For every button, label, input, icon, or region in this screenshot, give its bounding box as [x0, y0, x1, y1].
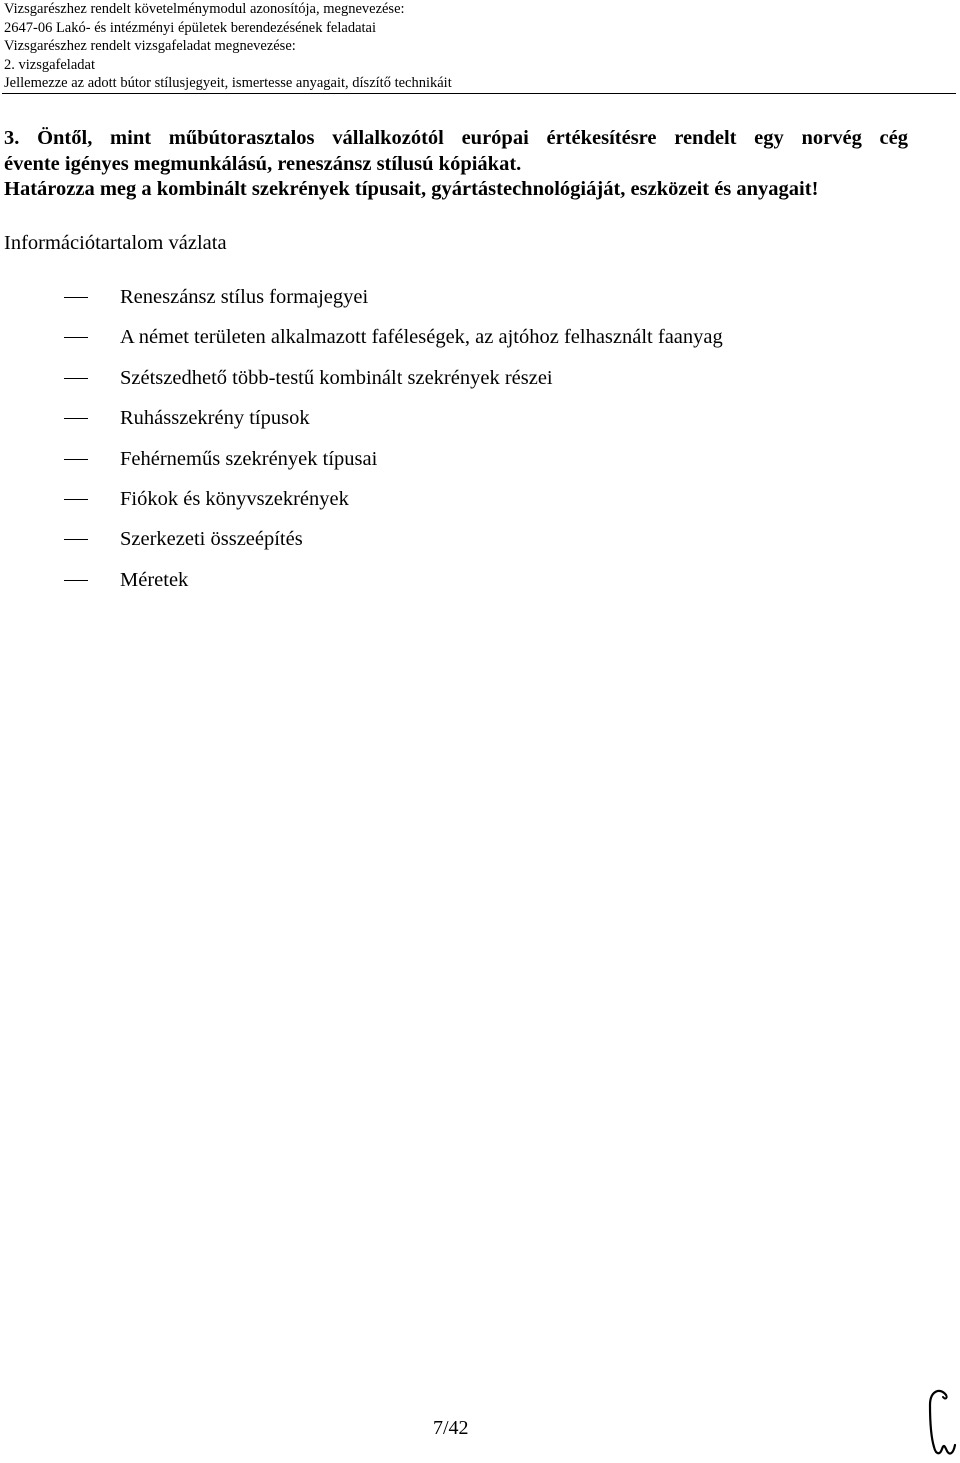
header-module-name: 2647-06 Lakó- és intézményi épületek berendezésének feladatai — [4, 19, 376, 36]
task-line-3: Határozza meg a kombinált szekrények típusait, gyártástechnológiáját, eszközeit és anyagait! — [4, 178, 819, 200]
task-description — [4, 126, 908, 203]
header-task-number: 2. vizsgafeladat — [4, 56, 95, 73]
list-item — [0, 324, 960, 364]
dash-bullet-icon — [64, 539, 88, 540]
dash-bullet-icon — [64, 378, 88, 379]
header-divider — [2, 93, 956, 94]
handwritten-initial-signature — [918, 1385, 958, 1459]
dash-bullet-icon — [64, 499, 88, 500]
header-module-label: Vizsgarészhez rendelt követelménymodul azonosítója, megnevezése: — [4, 1, 405, 17]
dash-bullet-icon — [64, 580, 88, 581]
list-item — [0, 526, 960, 566]
header-task-title: Jellemezze az adott bútor stílusjegyeit, ismertesse anyagait, díszítő technikáit — [4, 75, 452, 92]
list-item — [0, 567, 960, 607]
dash-bullet-icon — [64, 459, 88, 460]
list-item-text: Fehérneműs szekrények típusai — [120, 447, 378, 470]
list-item-text: Reneszánsz stílus formajegyei — [120, 286, 369, 308]
list-item-text: Fiókok és könyvszekrények — [120, 487, 349, 510]
dash-bullet-icon — [64, 337, 88, 338]
list-item — [0, 446, 960, 486]
list-item-text: Ruhásszekrény típusok — [120, 407, 310, 430]
task-line-1: 3. Öntől, mint műbútorasztalos vállalkozótól európai értékesítésre rendelt egy norvég cég — [4, 127, 908, 149]
page-header — [4, 0, 954, 93]
list-item-text: Szétszedhető több-testű kombinált szekrények részei — [120, 366, 553, 389]
outline-heading: Információtartalom vázlata — [4, 232, 227, 254]
dash-bullet-icon — [64, 297, 88, 298]
list-item — [0, 486, 960, 526]
list-item-text: A német területen alkalmazott faféleségek, az ajtóhoz felhasznált faanyag — [120, 326, 723, 349]
list-item-text: Szerkezeti összeépítés — [120, 528, 303, 551]
page-number: 7/42 — [433, 1417, 469, 1439]
outline-list — [0, 284, 960, 607]
list-item — [0, 405, 960, 445]
list-item — [0, 365, 960, 405]
list-item-text: Méretek — [120, 568, 189, 591]
dash-bullet-icon — [64, 418, 88, 419]
header-task-label: Vizsgarészhez rendelt vizsgafeladat megnevezése: — [4, 38, 296, 55]
task-line-2: évente igényes megmunkálású, reneszánsz stílusú kópiákat. — [4, 152, 522, 175]
list-item — [0, 284, 960, 324]
